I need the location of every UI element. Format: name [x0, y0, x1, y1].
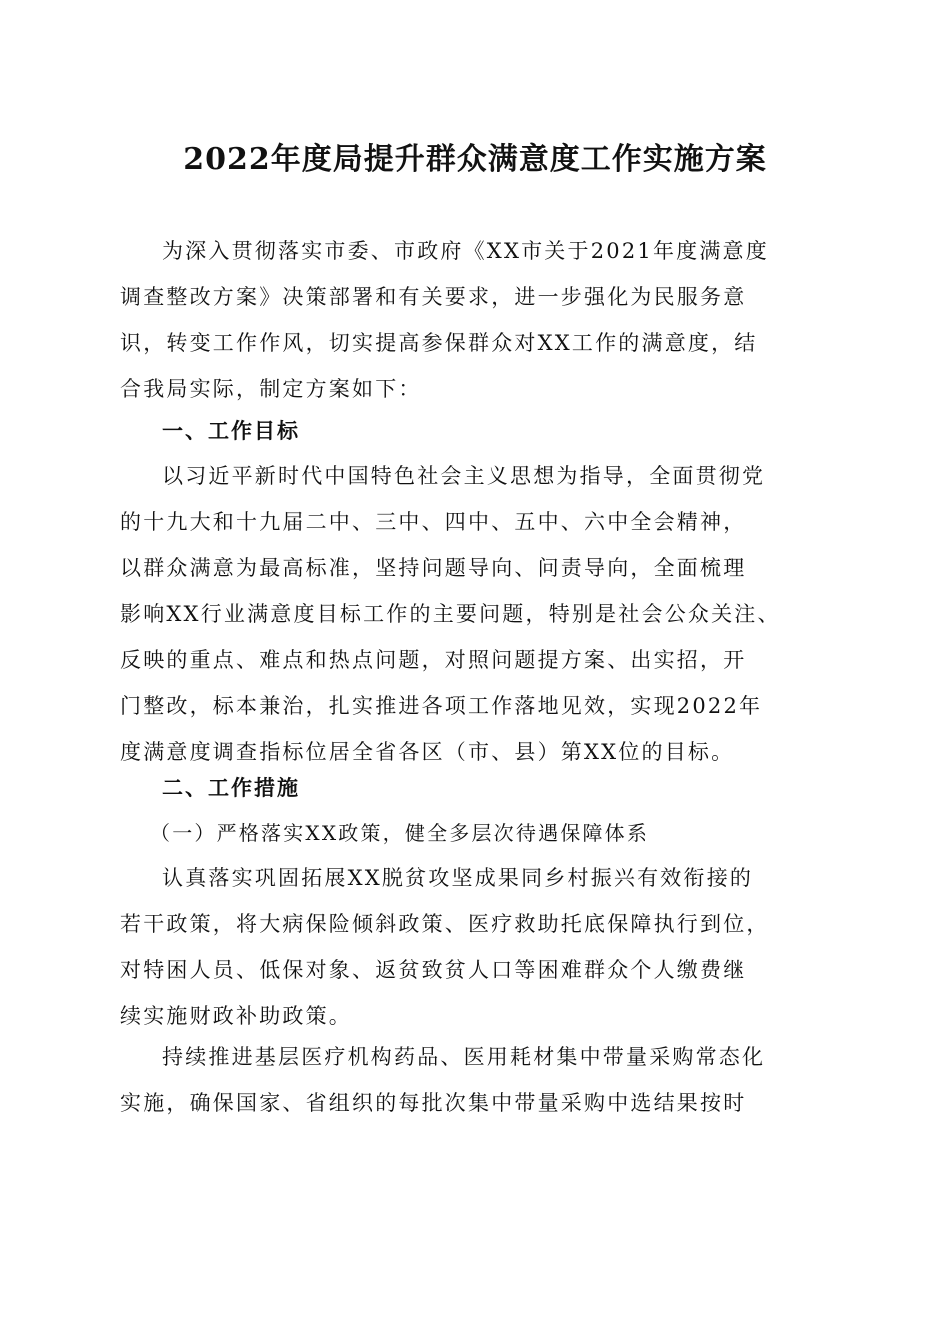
goals-line: 以群众满意为最高标准，坚持问题导向、问责导向，全面梳理: [120, 556, 747, 580]
intro-paragraph: [120, 228, 836, 412]
intro-line: 调查整改方案》决策部署和有关要求，进一步强化为民服务意: [120, 285, 747, 309]
procurement-line: 实施，确保国家、省组织的每批次集中带量采购中选结果按时: [120, 1091, 747, 1115]
goals-line: 以习近平新时代中国特色社会主义思想为指导，全面贯彻党: [162, 464, 766, 488]
goals-line: 门整改，标本兼治，扎实推进各项工作落地见效，实现2022年: [120, 694, 763, 718]
section-heading-measures: 二、工作措施: [162, 775, 300, 800]
goals-line: 的十九大和十九届二中、三中、四中、五中、六中全会精神，: [120, 510, 747, 534]
procurement-paragraph: [120, 1034, 836, 1126]
policy-line: 续实施财政补助政策。: [120, 1004, 352, 1028]
intro-line: 合我局实际，制定方案如下：: [120, 377, 422, 401]
procurement-line: 持续推进基层医疗机构药品、医用耗材集中带量采购常态化: [162, 1045, 766, 1069]
intro-line: 识，转变工作作风，切实提高参保群众对XX工作的满意度，结: [120, 331, 758, 355]
policy-line: 对特困人员、低保对象、返贫致贫人口等困难群众个人缴费继: [120, 958, 747, 982]
intro-line: 为深入贯彻落实市委、市政府《XX市关于2021年度满意度: [162, 239, 769, 263]
section-heading-goals: 一、工作目标: [162, 418, 300, 443]
goals-paragraph: [120, 453, 836, 775]
policy-paragraph: [120, 855, 836, 1039]
document-title: 2022年度局提升群众满意度工作实施方案: [183, 142, 767, 177]
goals-line: 影响XX行业满意度目标工作的主要问题，特别是社会公众关注、: [120, 602, 781, 626]
policy-line: 若干政策，将大病保险倾斜政策、医疗救助托底保障执行到位，: [120, 912, 770, 936]
goals-line: 度满意度调查指标位居全省各区（市、县）第XX位的目标。: [120, 740, 735, 764]
subsection-heading-policy: （一）严格落实XX政策，健全多层次待遇保障体系: [150, 821, 650, 845]
goals-line: 反映的重点、难点和热点问题，对照问题提方案、出实招，开: [120, 648, 747, 672]
policy-line: 认真落实巩固拓展XX脱贫攻坚成果同乡村振兴有效衔接的: [162, 866, 754, 890]
